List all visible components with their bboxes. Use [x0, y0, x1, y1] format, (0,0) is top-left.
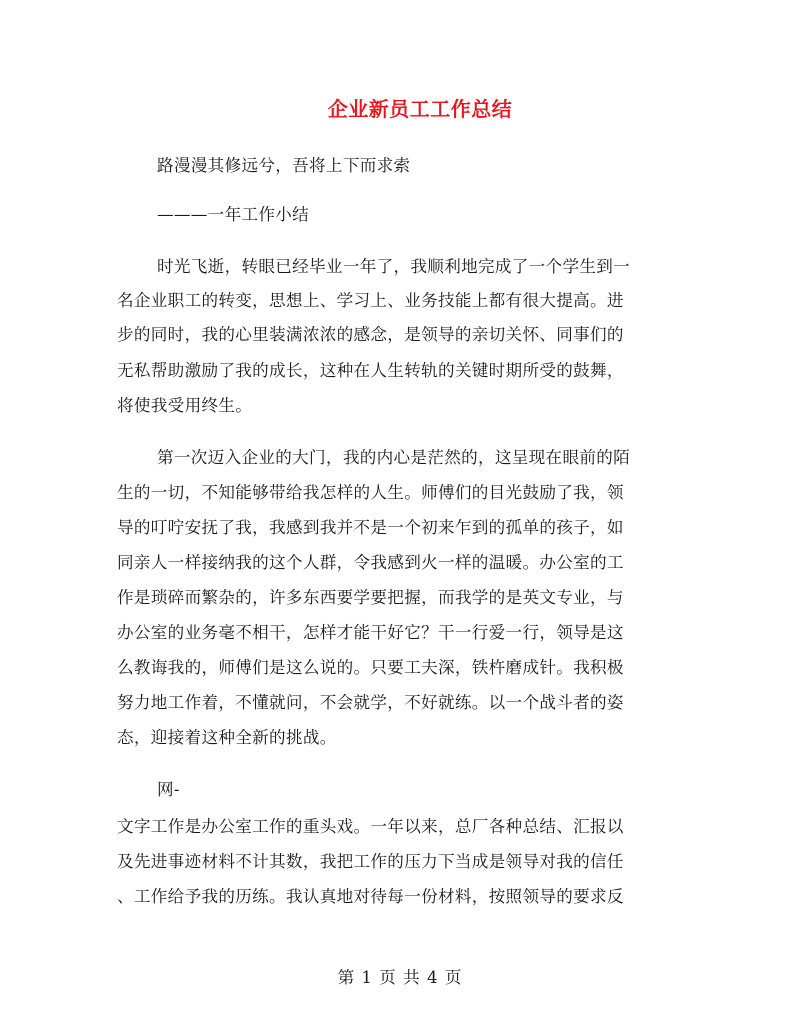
- paragraph-line: 时光飞逝，转眼已经毕业一年了，我顺利地完成了一个学生到一: [157, 257, 631, 276]
- paragraph-line: 态，迎接着这种全新的挑战。: [117, 728, 337, 747]
- paragraph-line: 网-: [157, 780, 180, 799]
- paragraph-line: 名企业职工的转变，思想上、学习上、业务技能上都有很大提高。进: [117, 291, 624, 310]
- paragraph-line: 么教诲我的，师傅们是这么说的。只要工夫深，铁杵磨成针。我积极: [117, 658, 624, 677]
- document-title: 企业新员工工作总结: [327, 97, 513, 121]
- page-footer: 第 1 页 共 4 页: [337, 968, 463, 987]
- paragraph-line: 文字工作是办公室工作的重头戏。一年以来，总厂各种总结、汇报以: [117, 817, 624, 836]
- paragraph-line: 步的同时，我的心里装满浓浓的感念，是领导的亲切关怀、同事们的: [117, 325, 624, 344]
- paragraph-line: 同亲人一样接纳我的这个人群，令我感到火一样的温暖。办公室的工: [117, 553, 624, 572]
- paragraph-line: 导的叮咛安抚了我，我感到我并不是一个初来乍到的孤单的孩子，如: [117, 518, 624, 537]
- paragraph-line: 第一次迈入企业的大门，我的内心是茫然的，这呈现在眼前的陌: [157, 448, 631, 467]
- epigraph-line: 路漫漫其修远兮，吾将上下而求索: [157, 156, 411, 175]
- subtitle-line: ———一年工作小结: [157, 205, 310, 224]
- paragraph-line: 、工作给予我的历练。我认真地对待每一份材料，按照领导的要求反: [117, 887, 624, 906]
- paragraph-line: 及先进事迹材料不计其数，我把工作的压力下当成是领导对我的信任: [117, 852, 624, 871]
- paragraph-line: 无私帮助激励了我的成长，这种在人生转轨的关键时期所受的鼓舞，: [117, 361, 624, 380]
- paragraph-line: 将使我受用终生。: [117, 396, 253, 415]
- paragraph-line: 努力地工作着，不懂就问，不会就学，不好就练。以一个战斗者的姿: [117, 693, 624, 712]
- paragraph-line: 作是琐碎而繁杂的，许多东西要学要把握，而我学的是英文专业，与: [117, 588, 624, 607]
- paragraph-line: 办公室的业务毫不相干，怎样才能干好它？干一行爱一行，领导是这: [117, 623, 624, 642]
- paragraph-line: 生的一切，不知能够带给我怎样的人生。师傅们的目光鼓励了我，领: [117, 483, 624, 502]
